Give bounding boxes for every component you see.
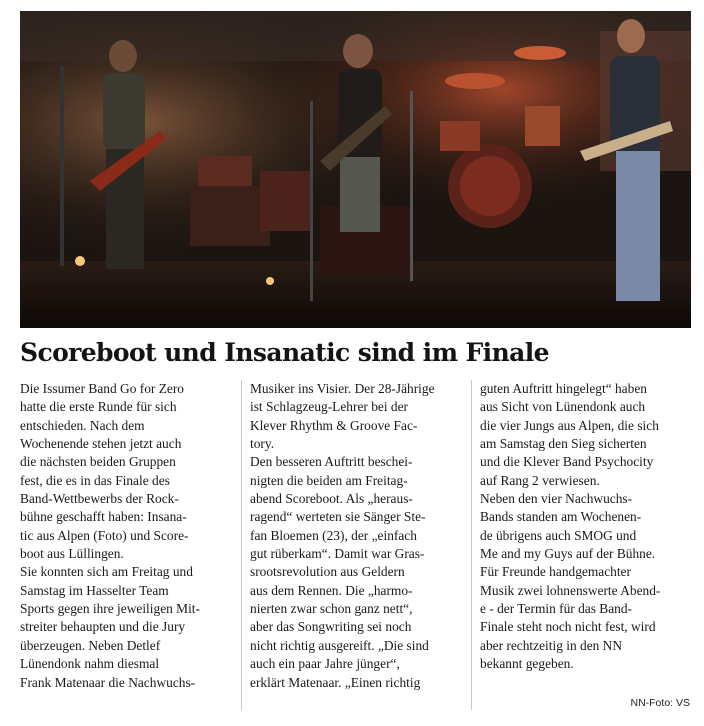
article-line: aber rechtzeitig in den NN — [480, 637, 623, 653]
article-column-3 — [480, 380, 692, 674]
article-line: nierten zwar schon ganz nett“, — [250, 601, 413, 617]
article-line: am Samstag den Sieg sicherten — [480, 436, 647, 452]
article-line: boot aus Lüllingen. — [20, 546, 124, 562]
article-line: Klever Rhythm & Groove Fac- — [250, 417, 418, 433]
article-column-2 — [250, 380, 462, 692]
column-divider — [471, 380, 472, 710]
article-line: Sports gegen ihre jeweiligen Mit- — [20, 601, 200, 617]
article-line: auch ein paar Jahre jünger“, — [250, 656, 400, 672]
article-body — [20, 380, 691, 710]
article-line: aus Sicht von Lünendonk auch — [480, 399, 646, 415]
article-line: Musiker ins Visier. Der 28-Jährige — [250, 381, 435, 396]
article-line: entschieden. Nach dem — [20, 417, 145, 433]
article-line: auf Rang 2 verwiesen. — [480, 472, 600, 488]
article-line: und die Klever Band Psychocity — [480, 454, 654, 470]
article-line: tory. — [250, 436, 275, 452]
article-line: nigten die beiden am Freitag- — [250, 472, 408, 488]
article-headline: Scoreboot und Insanatic sind im Finale — [20, 338, 549, 367]
photo-credit: NN-Foto: VS — [630, 697, 690, 709]
article-column-1 — [20, 380, 232, 692]
article-line: aber das Songwriting sei noch — [250, 619, 412, 635]
article-line: die vier Jungs aus Alpen, die sich — [480, 417, 659, 433]
article-line: gut rüberkam“. Damit war Gras- — [250, 546, 425, 562]
article-line: ragend“ werteten sie Sänger Ste- — [250, 509, 426, 525]
article-line: Den besseren Auftritt beschei- — [250, 454, 413, 470]
article-line: überzeugen. Neben Detlef — [20, 637, 161, 653]
article-line: Me and my Guys auf der Bühne. — [480, 546, 656, 562]
article-line: aus dem Rennen. Die „harmo- — [250, 582, 413, 598]
article-line: Die Issumer Band Go for Zero — [20, 381, 184, 396]
article-line: Samstag im Hasselter Team — [20, 582, 169, 598]
article-line: Sie konnten sich am Freitag und — [20, 564, 193, 580]
article-line: fest, die es in das Finale des — [20, 472, 170, 488]
article-line: guten Auftritt hingelegt“ haben — [480, 381, 647, 396]
article-line: fan Bloemen (23), der „einfach — [250, 527, 417, 543]
article-line: Lünendonk nahm diesmal — [20, 656, 160, 672]
article-line: Band-Wettbewerbs der Rock- — [20, 491, 179, 507]
article-line: Bands standen am Wochenen- — [480, 509, 642, 525]
article-line: Frank Matenaar die Nachwuchs- — [20, 674, 196, 690]
article-line: srootsrevolution aus Geldern — [250, 564, 405, 580]
concert-photo — [20, 11, 691, 328]
article-line: Musik zwei lohnenswerte Abend- — [480, 582, 661, 598]
article-line: abend Scoreboot. Als „heraus- — [250, 491, 413, 507]
article-line: Wochenende stehen jetzt auch — [20, 436, 182, 452]
article-line: tic aus Alpen (Foto) und Score- — [20, 527, 189, 543]
article-line: erklärt Matenaar. „Einen richtig — [250, 674, 421, 690]
article-line: nicht richtig ausgereift. „Die sind — [250, 637, 429, 653]
article-line: hatte die erste Runde für sich — [20, 399, 177, 415]
article-line: bühne geschafft haben: Insana- — [20, 509, 187, 525]
article-line: streiter behaupten und die Jury — [20, 619, 186, 635]
article-line: Für Freunde handgemachter — [480, 564, 631, 580]
article-line: die nächsten beiden Gruppen — [20, 454, 176, 470]
column-divider — [241, 380, 242, 710]
article-line: Neben den vier Nachwuchs- — [480, 491, 633, 507]
article-line: Finale steht noch nicht fest, wird — [480, 619, 656, 635]
article-line: ist Schlagzeug-Lehrer bei der — [250, 399, 409, 415]
article-line: e - der Termin für das Band- — [480, 601, 633, 617]
article-line: bekannt gegeben. — [480, 656, 574, 672]
article-line: de übrigens auch SMOG und — [480, 527, 637, 543]
